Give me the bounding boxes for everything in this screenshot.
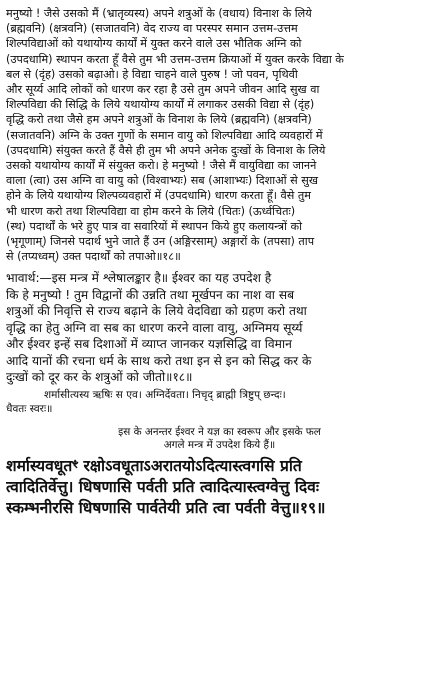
mantra-text [6, 456, 433, 519]
intro-line: अगले मन्त्र में उपदेश किये हैं॥ [163, 438, 276, 451]
commentary-line: उसको यथायोग्य कार्यों में संयुक्त करो। हे मनुष्यो ! जैसे मैं वायुविद्या का जानने [6, 159, 317, 173]
commentary-line: होने के लिये यथायोग्य शिल्पव्यवहारों में (उपदधामि) धारण करता हूँ। वैसे तुम [6, 189, 311, 203]
commentary-line: से (तप्यध्वम्) उक्त पदार्थों को तपाओ॥१८॥ [6, 250, 181, 264]
commentary-line: वाला (त्वा) उस अग्नि वा वायु को (विश्वाभ्यः) सब (आशाभ्यः) दिशाओं से सुख [6, 174, 318, 188]
commentary-line: (सजातवनि) अग्नि के उक्त गुणों के समान वायु को शिल्पविद्या आदि व्यवहारों में [6, 128, 323, 142]
bhavartha-line: कि हे मनुष्यो ! तुम विद्वानों की उन्नति तथा मूर्खपन का नाश वा सब [6, 287, 295, 302]
commentary-line: भी धारण करो तथा शिल्पविद्या वा होम करने के लिये (चितः) (ऊर्ध्वचितः) [6, 204, 296, 218]
mantra-metadata [6, 388, 433, 416]
commentary-line: बल से (दृंह) उसको बढ़ाओ। हे विद्या चाहने वाले पुरुष ! जो पवन, पृथिवी [6, 67, 298, 81]
bhavartha-section [6, 270, 433, 386]
commentary-line: और सूर्य्य आदि लोकों को धारण कर रहा है उसे तुम अपने जीवन आदि सुख वा [6, 83, 320, 97]
commentary-line: शिल्पविद्या की सिद्धि के लिये यथायोग्य कार्यों में लगाकर उसकी विद्या से (दृंह) [6, 98, 315, 112]
intro-line: इस के अनन्तर ईश्वर ने यज्ञ का स्वरूप और इसके फल [118, 425, 321, 438]
commentary-line: शिल्पविद्याओं को यथायोग्य कार्यों में युक्त करने वाले उस भौतिक अग्नि को [6, 37, 302, 51]
commentary-line: (उपदधामि) स्थापन करता हूँ वैसे तुम भी उत्तम-उत्तम क्रियाओं में युक्त करके विद्या के [6, 52, 344, 66]
mantra-line: शर्मास्यवधूतꣳ रक्षोऽवधूताऽअरातयोऽदित्यास्त्वगसि प्रति [6, 456, 302, 475]
commentary-line: (स्थ) पदार्थों के भरे हुए पात्र वा सवारियों में स्थापन किये हुए कलायन्त्रों को [6, 219, 303, 233]
mantra-line: त्वादितिर्वेत्तु। धिषणासि पर्वती प्रति त्वादित्यास्त्वग्वेत्तु दिवः [6, 477, 319, 496]
commentary-text [6, 6, 433, 264]
bhavartha-line: शत्रुओं की निवृत्ति से राज्य बढ़ाने के लिये वेदविद्या को ग्रहण करो तथा [6, 304, 307, 319]
commentary-line: वृद्धि करो तथा जैसे हम अपने शत्रुओं के विनाश के लिये (ब्रह्मवनि) (क्षत्रवनि) [6, 113, 312, 127]
svara-line: धैवतः स्वरः॥ [6, 402, 53, 415]
next-mantra-intro [6, 426, 433, 452]
rishi-devata-chhanda: शर्मासीत्यस्य ऋषिः स एव। अग्निर्देवता। निचृद् ब्राह्मी त्रिष्टुप् छन्दः। [44, 388, 286, 401]
bhavartha-line: दुःखों को दूर कर के शत्रुओं को जीतो॥१८॥ [6, 370, 193, 385]
commentary-line: (भृगूणाम्) जिनसे पदार्थ भुने जाते हैं उन (अङ्गिरसाम्) अङ्गारों के (तपसा) ताप [6, 235, 315, 249]
bhavartha-line: और ईश्वर इन्हें सब दिशाओं में व्याप्त जानकर यज्ञसिद्धि वा विमान [6, 337, 292, 352]
commentary-line: (उपदधामि) संयुक्त करते हैं वैसे ही तुम भी अपने अनेक दुःखों के विनाश के लिये [6, 143, 326, 157]
bhavartha-line: भावार्थ:—इस मन्त्र में श्लेषालङ्कार है॥ ईश्वर का यह उपदेश है [6, 271, 272, 286]
mantra-line: स्कम्भनीरसि धिषणासि पार्वतेयी प्रति त्वा पर्वती वेत्तु॥१९॥ [6, 498, 326, 517]
commentary-line: (ब्रह्मवनि) (क्षत्रवनि) (सजातवनि) वेद राज्य वा परस्पर समान उत्तम-उत्तम [6, 22, 298, 36]
bhavartha-line: वृद्धि का हेतु अग्नि वा सब का धारण करने वाला वायु, अग्निमय सूर्य्य [6, 320, 303, 335]
bhavartha-line: आदि यानों की रचना धर्म के साथ करो तथा इन से इन को सिद्ध कर के [6, 353, 312, 368]
commentary-line: मनुष्यो ! जैसे उसको मैं (भ्रातृव्यस्य) अपने शत्रुओं के (वधाय) विनाश के लिये [6, 7, 312, 20]
